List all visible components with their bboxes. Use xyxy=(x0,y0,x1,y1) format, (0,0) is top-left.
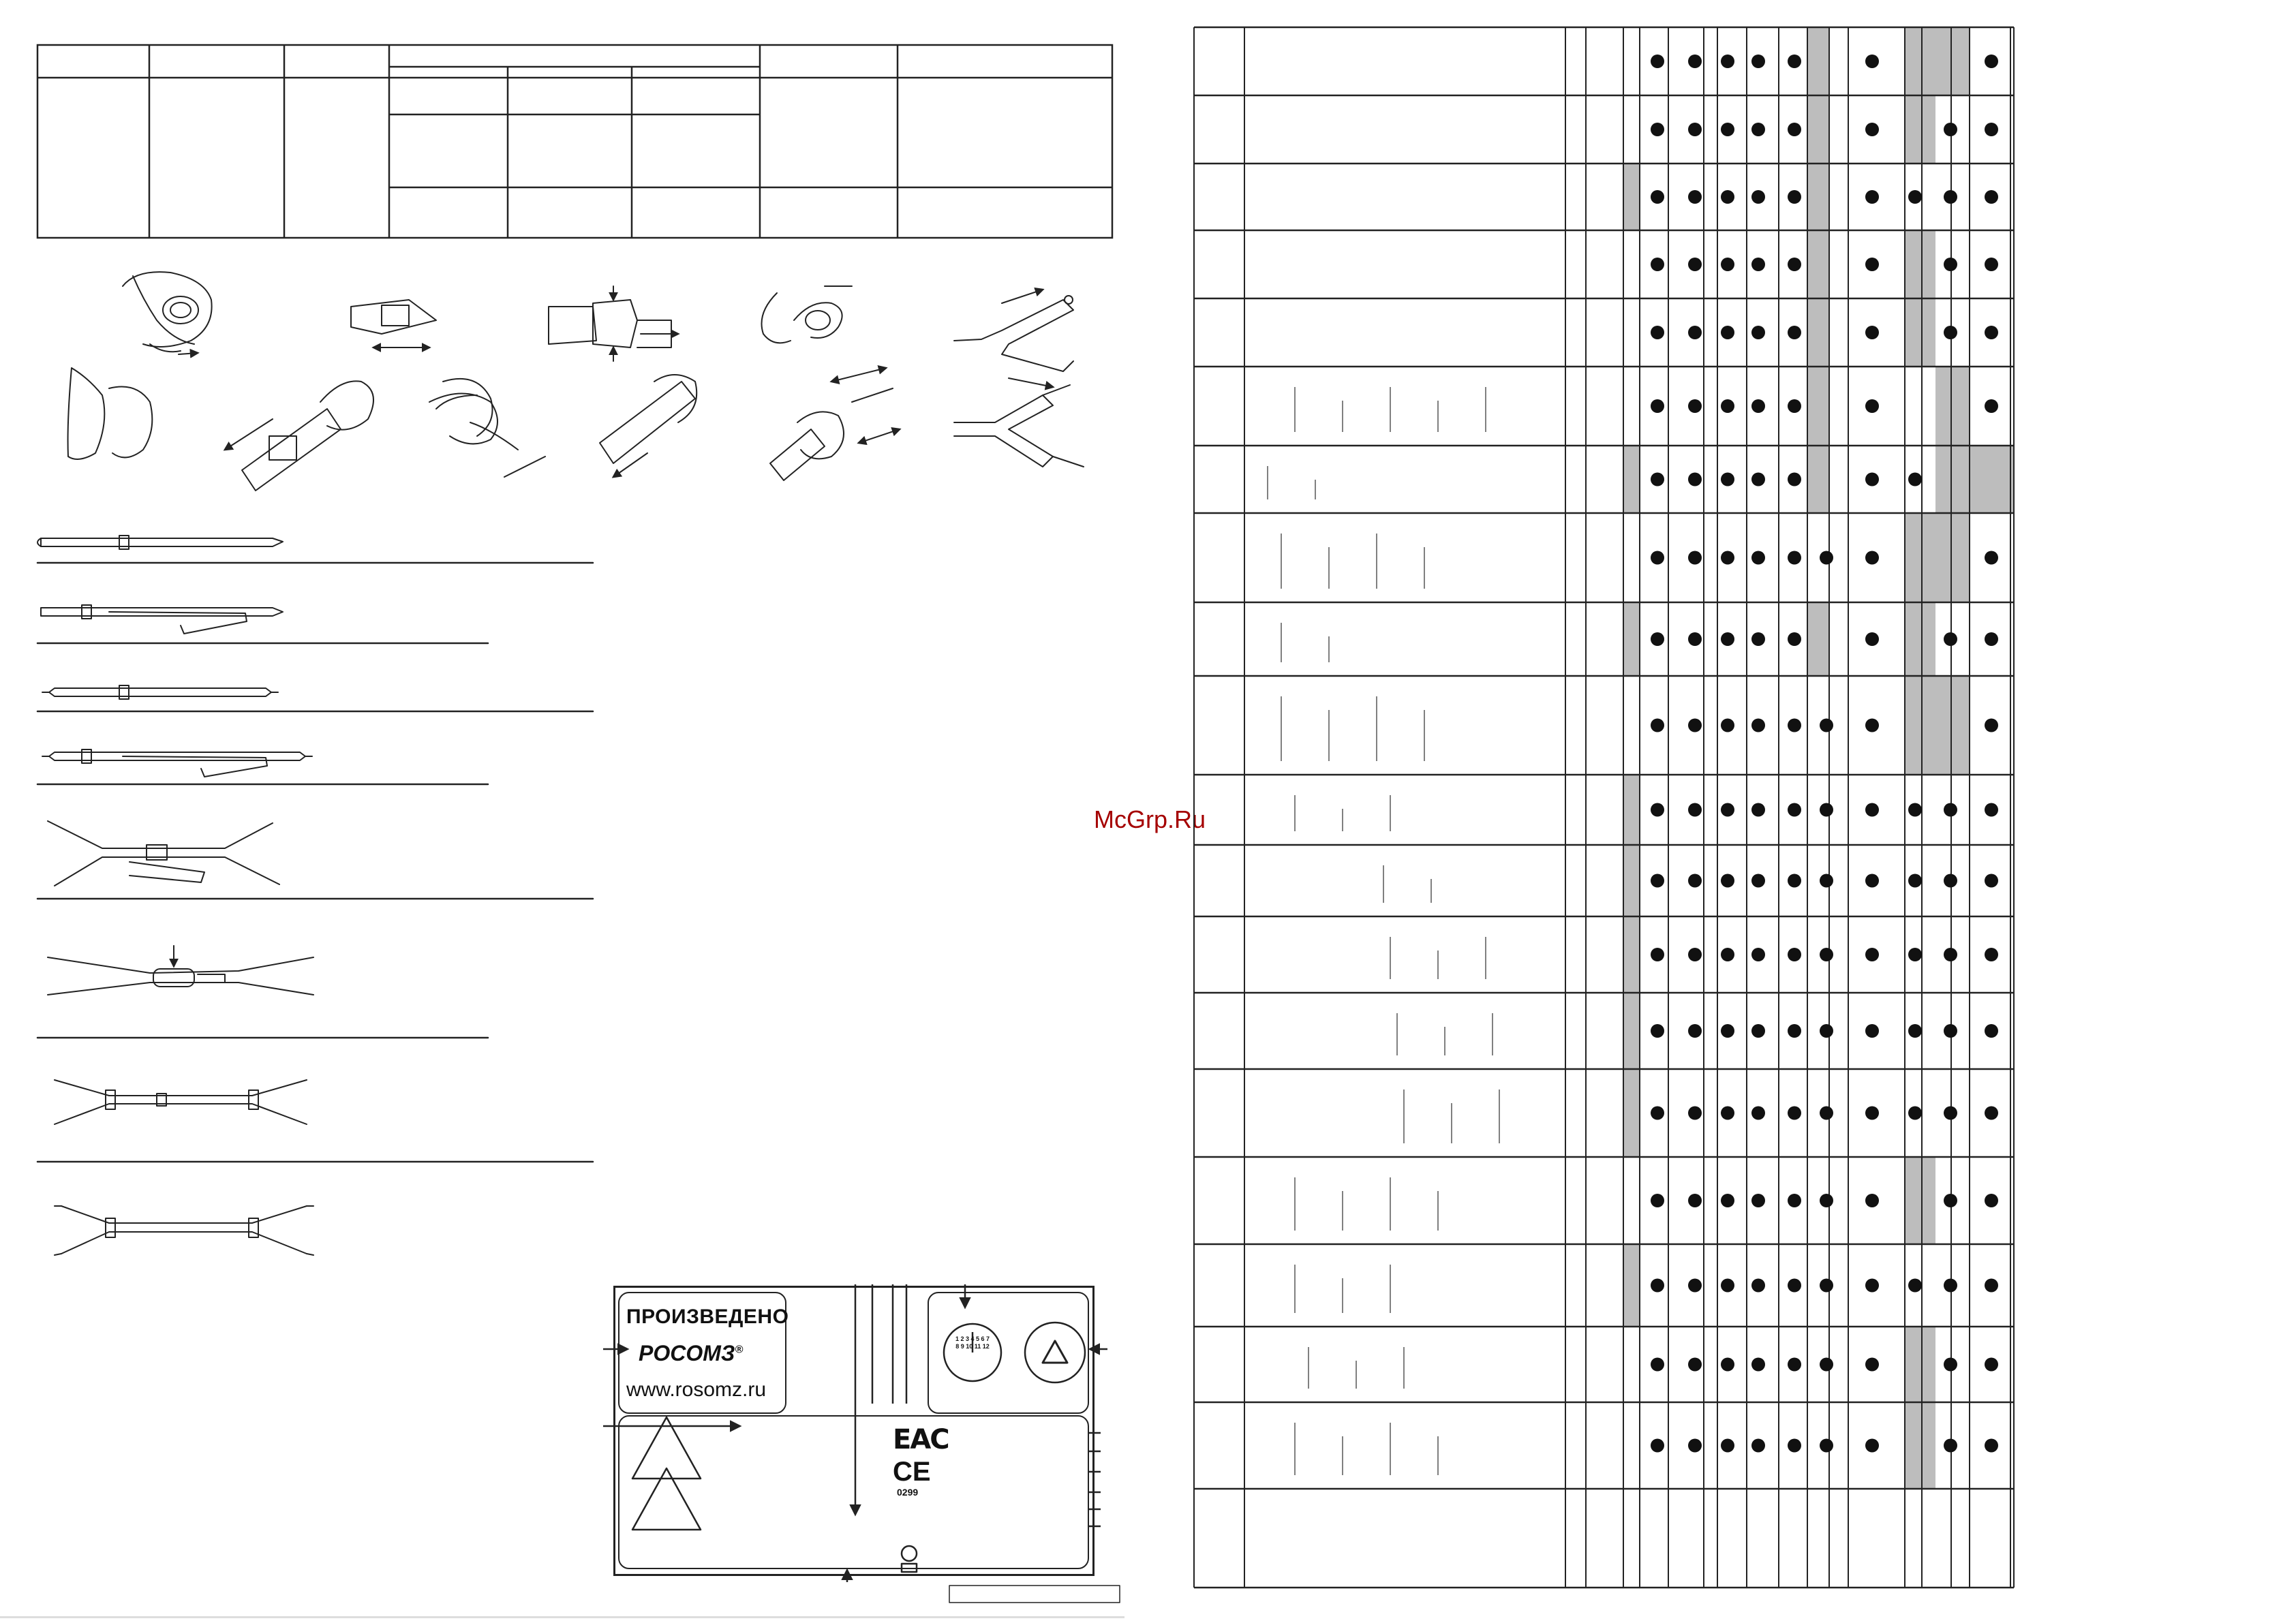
table-dot xyxy=(1944,1358,1957,1372)
table-dot xyxy=(1688,1279,1702,1293)
table-dot xyxy=(1788,719,1801,732)
table-dot xyxy=(1865,473,1879,486)
table-dot xyxy=(1788,1024,1801,1038)
table-dot xyxy=(1944,1194,1957,1207)
table-dot xyxy=(1651,55,1664,68)
table-dot xyxy=(1865,1439,1879,1453)
table-dot xyxy=(1721,1439,1734,1453)
table-dot xyxy=(1865,803,1879,817)
table-dot xyxy=(1651,399,1664,413)
table-dot xyxy=(1908,1279,1922,1293)
table-dot xyxy=(1788,632,1801,646)
table-dot xyxy=(1651,258,1664,271)
table-dot xyxy=(1865,1279,1879,1293)
table-dot xyxy=(1651,123,1664,136)
table-dot xyxy=(1908,473,1922,486)
table-dot xyxy=(1820,1279,1833,1293)
table-dot xyxy=(1865,1024,1879,1038)
table-dot xyxy=(1908,190,1922,204)
table-dot xyxy=(1651,473,1664,486)
gray-cell xyxy=(1807,446,1829,513)
table-dot xyxy=(1688,123,1702,136)
table-dot xyxy=(1751,874,1765,888)
registered-mark: ® xyxy=(735,1344,744,1356)
table-dot xyxy=(1688,1439,1702,1453)
table-dot xyxy=(1721,1279,1734,1293)
table-dot xyxy=(1751,803,1765,817)
table-dot xyxy=(1651,1439,1664,1453)
table-dot xyxy=(1865,399,1879,413)
eac-mark: EAC xyxy=(893,1424,949,1455)
gray-cell xyxy=(1807,367,1829,446)
table-dot xyxy=(1788,874,1801,888)
gray-cell xyxy=(1807,230,1829,298)
table-dot xyxy=(1820,1194,1833,1207)
gray-cell xyxy=(1623,775,1640,845)
table-dot xyxy=(1865,326,1879,339)
gray-cell xyxy=(1905,676,1935,775)
website-text: www.rosomz.ru xyxy=(626,1378,767,1401)
table-dot xyxy=(1751,399,1765,413)
gray-cell xyxy=(1623,1069,1640,1157)
table-dot xyxy=(1788,1194,1801,1207)
table-dot xyxy=(1751,1194,1765,1207)
table-dot xyxy=(1651,1358,1664,1372)
gray-cell xyxy=(1905,27,1935,95)
table-dot xyxy=(1865,1107,1879,1120)
table-dot xyxy=(1721,1107,1734,1120)
table-dot xyxy=(1865,190,1879,204)
gray-cell xyxy=(1623,602,1640,676)
table-dot xyxy=(1865,1194,1879,1207)
table-dot xyxy=(1985,551,1998,565)
gray-cell xyxy=(1905,95,1935,164)
table-dot xyxy=(1688,874,1702,888)
table-dot xyxy=(1944,258,1957,271)
table-dot xyxy=(1908,803,1922,817)
table-dot xyxy=(1944,803,1957,817)
table-dot xyxy=(1788,399,1801,413)
table-dot xyxy=(1688,1358,1702,1372)
table-dot xyxy=(1788,948,1801,961)
table-dot xyxy=(1721,803,1734,817)
table-dot xyxy=(1865,632,1879,646)
table-dot xyxy=(1751,123,1765,136)
table-dot xyxy=(1944,874,1957,888)
table-dot xyxy=(1751,1439,1765,1453)
table-dot xyxy=(1651,1107,1664,1120)
table-dot xyxy=(1788,1279,1801,1293)
table-dot xyxy=(1721,874,1734,888)
table-dot xyxy=(1721,473,1734,486)
table-dot xyxy=(1721,123,1734,136)
table-dot xyxy=(1688,803,1702,817)
table-dot xyxy=(1944,1439,1957,1453)
table-dot xyxy=(1751,55,1765,68)
table-dot xyxy=(1721,55,1734,68)
table-dot xyxy=(1651,803,1664,817)
table-dot xyxy=(1751,632,1765,646)
gray-cell xyxy=(1807,164,1829,230)
table-dot xyxy=(1788,326,1801,339)
table-dot xyxy=(1688,551,1702,565)
table-dot xyxy=(1788,803,1801,817)
gray-cell xyxy=(1807,27,1829,95)
gray-cell xyxy=(1905,1157,1935,1244)
table-dot xyxy=(1985,874,1998,888)
table-dot xyxy=(1865,123,1879,136)
table-dot xyxy=(1865,258,1879,271)
table-dot xyxy=(1751,719,1765,732)
table-dot xyxy=(1865,55,1879,68)
table-dot xyxy=(1751,551,1765,565)
notified-body-number: 0299 xyxy=(897,1487,919,1498)
table-dot xyxy=(1721,258,1734,271)
table-dot xyxy=(1651,551,1664,565)
table-dot xyxy=(1985,1279,1998,1293)
table-dot xyxy=(1944,326,1957,339)
watermark: McGrp.Ru xyxy=(1094,805,1206,833)
table-dot xyxy=(1651,326,1664,339)
table-dot xyxy=(1788,1107,1801,1120)
table-dot xyxy=(1751,1358,1765,1372)
table-dot xyxy=(1985,326,1998,339)
gray-cell xyxy=(1905,513,1935,602)
table-dot xyxy=(1820,1024,1833,1038)
gray-cell xyxy=(1905,602,1935,676)
gray-cell xyxy=(1623,845,1640,916)
table-dot xyxy=(1788,123,1801,136)
table-dot xyxy=(1944,632,1957,646)
table-dot xyxy=(1721,1024,1734,1038)
gray-cell xyxy=(1905,1327,1935,1402)
table-dot xyxy=(1820,719,1833,732)
table-dot xyxy=(1985,632,1998,646)
table-dot xyxy=(1788,1358,1801,1372)
table-dot xyxy=(1721,1194,1734,1207)
table-dot xyxy=(1865,948,1879,961)
table-dot xyxy=(1688,55,1702,68)
table-dot xyxy=(1651,1194,1664,1207)
table-dot xyxy=(1688,632,1702,646)
table-dot xyxy=(1688,1194,1702,1207)
table-dot xyxy=(1820,1358,1833,1372)
table-dot xyxy=(1651,948,1664,961)
table-dot xyxy=(1751,1107,1765,1120)
table-dot xyxy=(1985,1194,1998,1207)
table-dot xyxy=(1820,1107,1833,1120)
table-dot xyxy=(1688,1107,1702,1120)
table-dot xyxy=(1985,399,1998,413)
table-dot xyxy=(1751,948,1765,961)
gray-cell xyxy=(1905,1402,1935,1489)
table-dot xyxy=(1651,1279,1664,1293)
table-dot xyxy=(1985,1439,1998,1453)
table-dot xyxy=(1985,1358,1998,1372)
table-dot xyxy=(1721,1358,1734,1372)
gray-cell xyxy=(1935,27,1970,95)
table-dot xyxy=(1985,803,1998,817)
table-dot xyxy=(1788,190,1801,204)
bottom-edge-rule xyxy=(0,1616,1124,1618)
gray-cell xyxy=(1905,230,1935,298)
gray-cell xyxy=(1807,95,1829,164)
table-dot xyxy=(1721,326,1734,339)
table-dot xyxy=(1985,190,1998,204)
table-dot xyxy=(1651,719,1664,732)
table-dot xyxy=(1688,948,1702,961)
table-dot xyxy=(1651,632,1664,646)
gray-cell xyxy=(1970,446,2014,513)
gray-cell xyxy=(1623,1244,1640,1327)
ce-mark: CE xyxy=(893,1457,931,1487)
gray-cell xyxy=(1935,513,1970,602)
table-dot xyxy=(1788,551,1801,565)
table-dot xyxy=(1865,551,1879,565)
table-dot xyxy=(1751,258,1765,271)
table-dot xyxy=(1788,1439,1801,1453)
table-dot xyxy=(1985,1024,1998,1038)
date-dial-numbers: 1 2 3 4 5 6 7 8 9 10 11 12 xyxy=(955,1335,990,1350)
gray-cell xyxy=(1935,446,1970,513)
gray-cell xyxy=(1905,298,1935,367)
table-dot xyxy=(1908,948,1922,961)
table-dot xyxy=(1985,719,1998,732)
table-dot xyxy=(1751,326,1765,339)
table-dot xyxy=(1944,123,1957,136)
table-dot xyxy=(1820,874,1833,888)
table-dot xyxy=(1688,258,1702,271)
table-dot xyxy=(1944,1024,1957,1038)
table-dot xyxy=(1721,399,1734,413)
table-dot xyxy=(1820,551,1833,565)
gray-cell xyxy=(1807,602,1829,676)
table-dot xyxy=(1908,1024,1922,1038)
table-dot xyxy=(1820,948,1833,961)
table-dot xyxy=(1688,399,1702,413)
table-dot xyxy=(1908,874,1922,888)
gray-cell xyxy=(1935,676,1970,775)
produced-text: ПРОИЗВЕДЕНО xyxy=(626,1305,789,1328)
table-dot xyxy=(1721,948,1734,961)
table-dot xyxy=(1865,874,1879,888)
table-dot xyxy=(1751,1279,1765,1293)
table-dot xyxy=(1985,1107,1998,1120)
table-dot xyxy=(1820,1439,1833,1453)
table-dot xyxy=(1751,473,1765,486)
table-dot xyxy=(1721,551,1734,565)
gray-cell xyxy=(1935,367,1970,446)
table-dot xyxy=(1788,473,1801,486)
table-dot xyxy=(1985,55,1998,68)
gray-cell xyxy=(1807,298,1829,367)
gray-cell xyxy=(1623,993,1640,1069)
table-dot xyxy=(1908,1107,1922,1120)
table-dot xyxy=(1788,258,1801,271)
table-dot xyxy=(1985,123,1998,136)
table-dot xyxy=(1651,1024,1664,1038)
table-dot xyxy=(1944,190,1957,204)
table-dot xyxy=(1721,190,1734,204)
gray-cell xyxy=(1623,916,1640,993)
table-dot xyxy=(1688,190,1702,204)
table-dot xyxy=(1788,55,1801,68)
table-dot xyxy=(1688,1024,1702,1038)
table-dot xyxy=(1651,874,1664,888)
table-dot xyxy=(1688,326,1702,339)
table-dot xyxy=(1944,948,1957,961)
table-dot xyxy=(1751,190,1765,204)
gray-cell xyxy=(1623,164,1640,230)
table-dot xyxy=(1985,258,1998,271)
table-dot xyxy=(1751,1024,1765,1038)
table-dot xyxy=(1721,719,1734,732)
table-dot xyxy=(1985,948,1998,961)
table-dot xyxy=(1820,803,1833,817)
gray-cell xyxy=(1623,446,1640,513)
table-dot xyxy=(1651,190,1664,204)
table-dot xyxy=(1688,473,1702,486)
table-dot xyxy=(1865,1358,1879,1372)
brand-name: РОСОМЗ® xyxy=(639,1341,744,1365)
table-dot xyxy=(1944,1279,1957,1293)
table-dot xyxy=(1721,632,1734,646)
table-dot xyxy=(1688,719,1702,732)
table-dot xyxy=(1944,1107,1957,1120)
table-dot xyxy=(1865,719,1879,732)
